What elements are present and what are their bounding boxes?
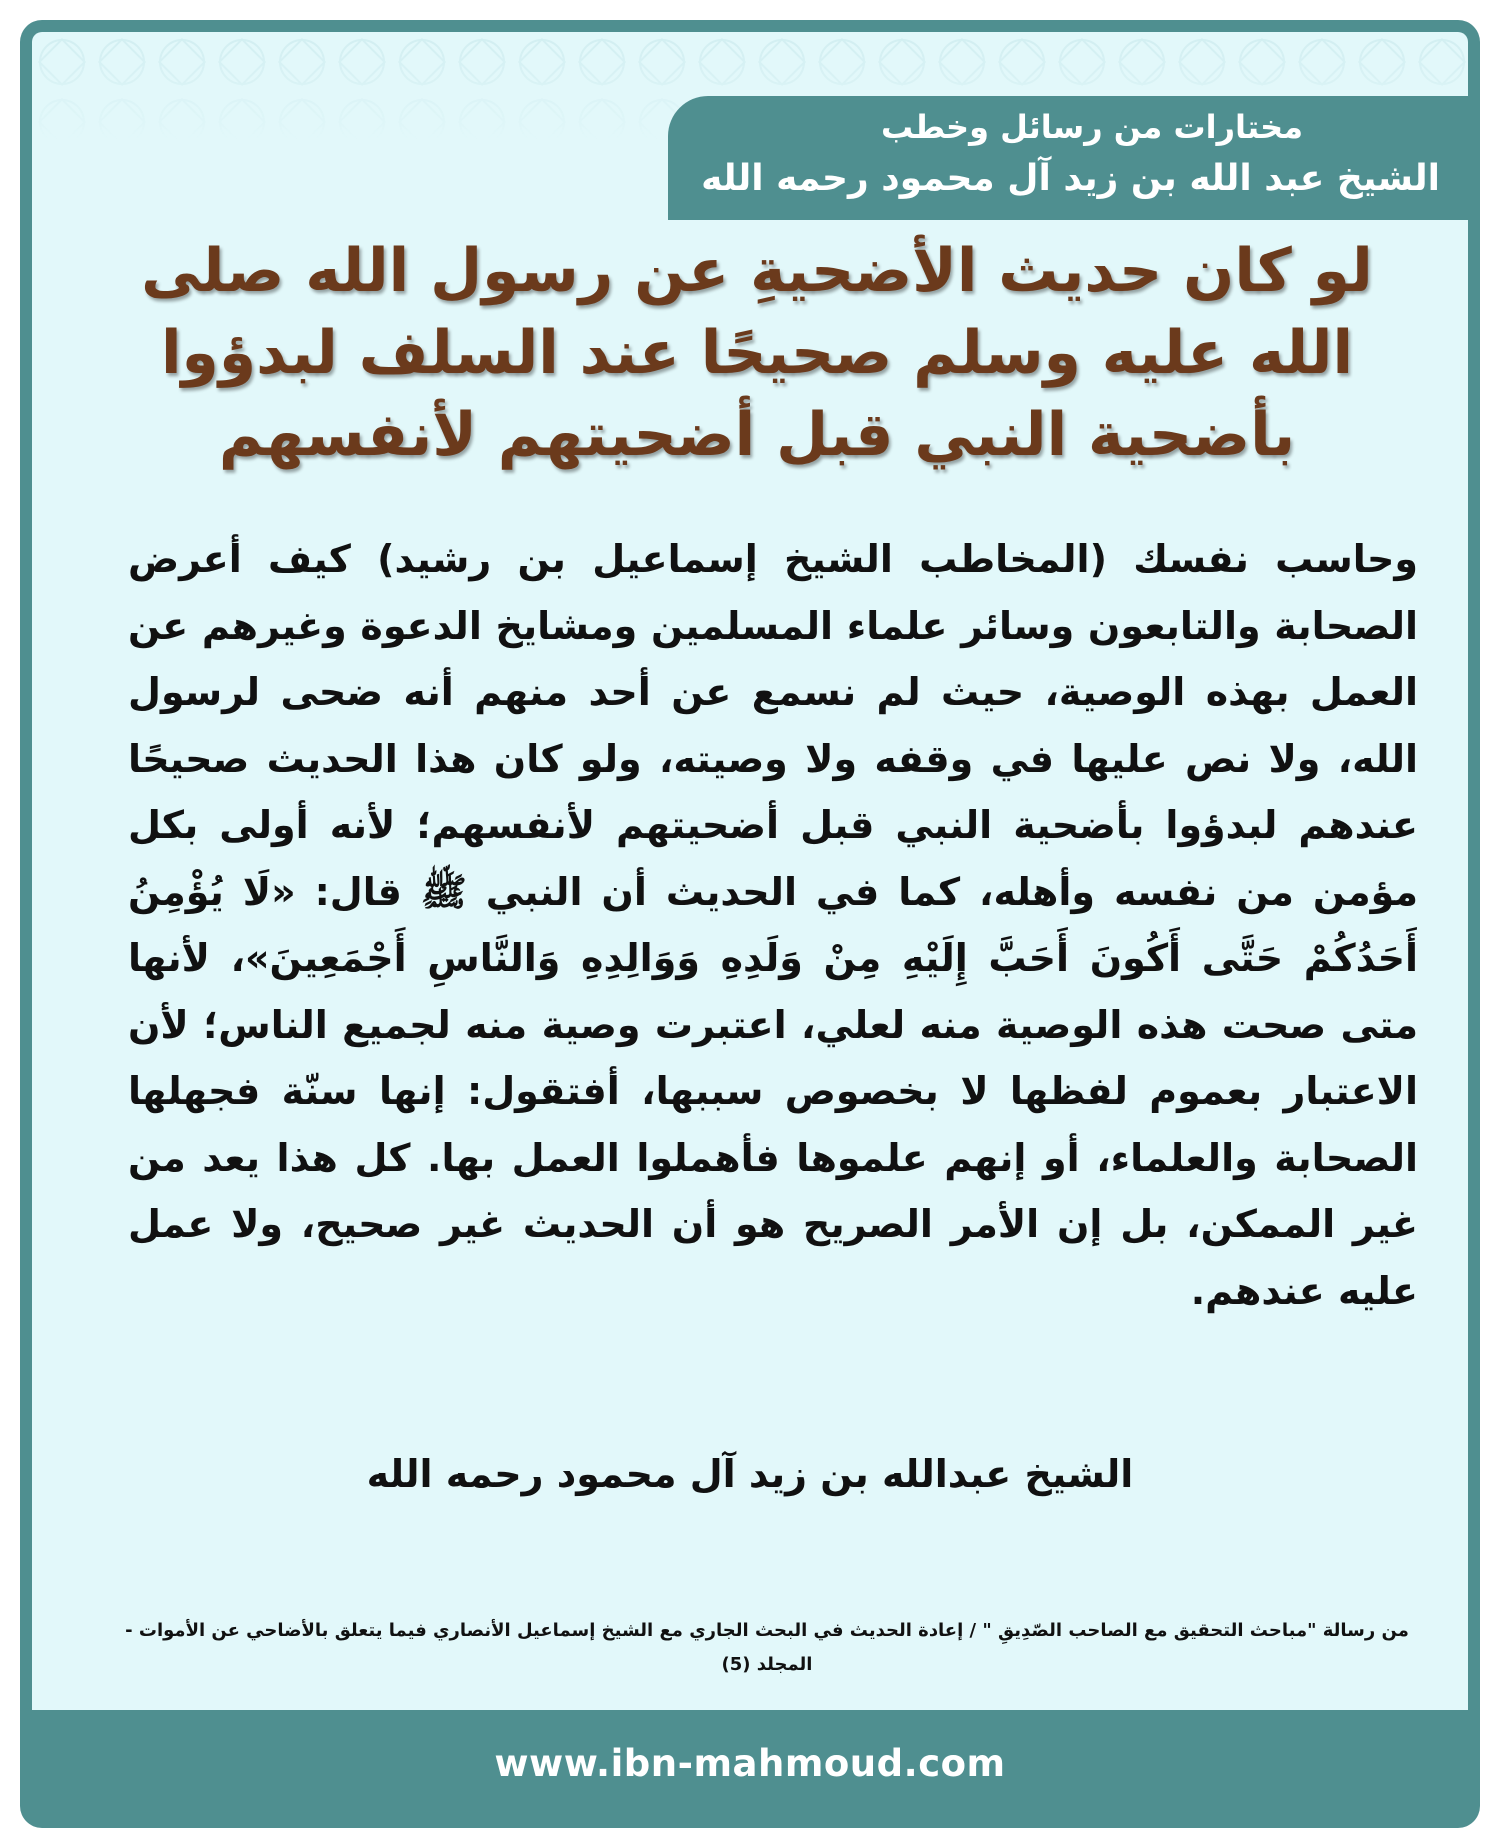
author-signature: الشيخ عبدالله بن زيد آل محمود رحمه الله [366, 1452, 1134, 1496]
content-panel [32, 32, 1468, 1710]
website-link[interactable]: www.ibn-mahmoud.com [494, 1742, 1006, 1785]
card-frame [20, 20, 1480, 1828]
header-tab [668, 96, 1468, 220]
body-paragraph: وحاسب نفسك (المخاطب الشيخ إسماعيل بن رشيد) كيف أعرض الصحابة والتابعون وسائر علماء المسلمين ومشايخ الدعوة وغيرهم عن العمل بهذه الوصية، حيث لم نسمع عن أحد منهم أنه ضحى لرسول الله، ولا نص عليها في وقفه ولا وصيته، ولو كان هذا الحديث صحيحًا عندهم لبدؤوا بأضحية النبي قبل أضحيتهم لأنفسهم؛ لأنه أولى بكل مؤمن من نفسه وأهله، كما في الحديث أن النبي ﷺ قال: «لَا يُؤْمِنُ أَحَدُكُمْ حَتَّى أَكُونَ أَحَبَّ إِلَيْهِ مِنْ وَلَدِهِ وَوَالِدِهِ وَالنَّاسِ أَجْمَعِينَ»، لأنها متى صحت هذه الوصية منه لعلي، اعتبرت وصية منه لجميع الناس؛ لأن الاعتبار بعموم لفظها لا بخصوص سببها، أفتقول: إنها سنّة فجهلها الصحابة والعلماء، أو إنهم علموها فأهملوا العمل بها. كل هذا يعد من غير الممكن، بل إن الأمر الصريح هو أن الحديث غير صحيح، ولا عمل عليه عندهم. [128, 537, 1418, 1313]
header-line-1: مختارات من رسائل وخطب [880, 108, 1303, 146]
header-line-2: الشيخ عبد الله بن زيد آل محمود رحمه الله [701, 158, 1440, 199]
page-title: لو كان حديث الأضحيةِ عن رسول الله صلى الله عليه وسلم صحيحًا عند السلف لبدؤوا بأضحية النبي قبل أضحيتهم لأنفسهم [141, 236, 1373, 470]
source-citation: من رسالة "مباحث التحقيق مع الصاحب الصّدِيقِ " / إعادة الحديث في البحث الجاري مع الشيخ إسماعيل الأنصاري فيما يتعلق بالأضاحي عن الأموات - المجلد (5) [125, 1620, 1409, 1675]
